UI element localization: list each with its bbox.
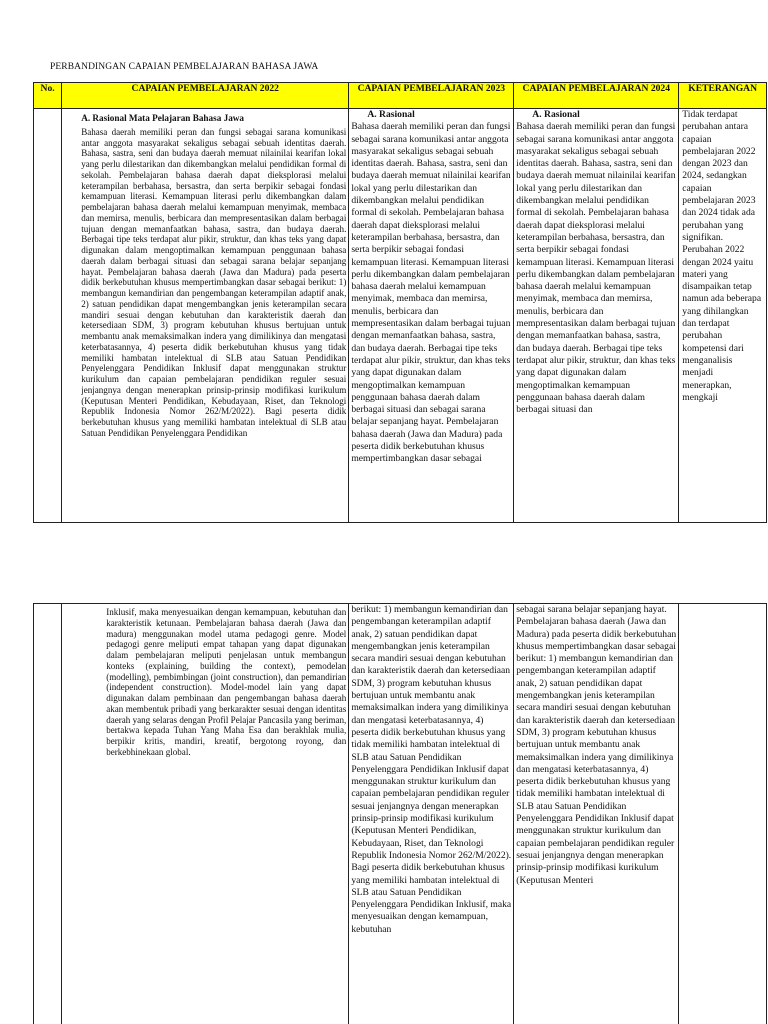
cp-2023-heading: A. Rasional xyxy=(367,109,415,120)
cell-no xyxy=(34,604,62,1024)
cell-keterangan xyxy=(679,109,767,523)
header-no: No. xyxy=(34,83,62,109)
cell-cp-2023 xyxy=(349,604,514,1024)
header-keterangan: KETERANGAN xyxy=(679,83,767,109)
document-title: PERBANDINGAN CAPAIAN PEMBELAJARAN BAHASA JAWA xyxy=(50,62,319,72)
comparison-table-page-2 xyxy=(33,603,767,1024)
table-row xyxy=(34,604,767,1024)
cp-2024-text: Bahasa daerah memiliki peran dan fungsi sebagai sarana komunikasi antar anggota masyarakat sekaligus sebagai sebuah identitas daerah. Bahasa, sastra, seni dan budaya daerah memuat nilainilai kearifan lokal yang perlu dilestarikan dan dikembangkan melalui pendidikan formal di sekolah. Pembelajaran bahasa daerah dapat dieksplorasi melalui keterampilan berbahasa, bersastra, dan serta berpikir sebagai fondasi kemampuan literasi. Kemampuan literasi perlu dikembangkan dalam pembelajaran bahasa daerah melalui kemampuan menyimak, membaca dan memirsa, menulis, berbicara dan mempresentasikan dalam berbagai tujuan dengan memanfaatkan bahasa, sastra, dan budaya daerah. Berbagai tipe teks terdapat alur pikir, struktur, dan khas teks yang dapat digunakan dalam mengoptimalkan kemampuan penggunaan bahasa daerah dalam berbagai situasi dan xyxy=(516,121,676,416)
table-row xyxy=(34,109,767,523)
comparison-table-page-1 xyxy=(33,82,767,523)
cell-cp-2024 xyxy=(514,604,679,1024)
cell-cp-2022 xyxy=(62,604,349,1024)
cp-2022-text-continued: Inklusif, maka menyesuaikan dengan kemampuan, kebutuhan dan karakteristik ketunaan. Pembelajaran bahasa daerah (Jawa dan madura) menggunakan model utama pedagogi genre. Model pedagogi genre meliputi empat tahapan yang dapat digunakan dalam pembelajaran meliputi penjelasan untuk membangun konteks (explaining, building the context), pemodelan (modelling), pembimbingan (joint construction), dan pemandirian (independent construction). Model-model lain yang dapat digunakan dalam pembinaan dan pengembangan bahasa daerah akan membentuk pribadi yang berkarakter sesuai dengan identitas daerah yang selaras dengan Profil Pelajar Pancasila yang beriman, bertakwa kepada Tuhan Yang Maha Esa dan berakhlak mulia, berpikir kritis, mandiri, kreatif, bergotong royong, dan berkebhinekaan global. xyxy=(106,607,347,757)
cell-keterangan xyxy=(679,604,767,1024)
cp-2022-text: Bahasa daerah memiliki peran dan fungsi sebagai sarana komunikasi antar anggota masyarakat sekaligus sebagai sebuah identitas daerah. Bahasa, sastra, seni dan budaya daerah memuat nilainilai kearifan lokal yang perlu dilestarikan dan dikembangkan melalui pendidikan formal di sekolah. Pembelajaran bahasa daerah dapat dieksplorasi melalui keterampilan berbahasa, bersastra, dan serta berpikir sebagai fondasi kemampuan literasi. Kemampuan literasi perlu dikembangkan dalam pembelajaran bahasa daerah melalui kemampuan menyimak, membaca dan memirsa, menulis, berbicara dan mempresentasikan dalam berbagai tujuan dengan memanfaatkan bahasa, sastra, dan budaya daerah. Berbagai tipe teks terdapat alur pikir, struktur, dan khas teks yang dapat digunakan dalam mengoptimalkan kemampuan penggunaan bahasa daerah dalam berbagai situasi dan sebagai sarana belajar sepanjang hayat. Pembelajaran bahasa daerah (Jawa dan Madura) pada peserta didik berkebutuhan khusus mempertimbangkan dasar sebagai berikut: 1) membangun kemandirian dan pengembangan keterampilan adaptif anak, 2) satuan pendidikan dapat mengembangkan jenis keterampilan secara mandiri sesuai dengan kebutuhan dan karakteristik daerah dan ketersediaan SDM, 3) program kebutuhan khusus bertujuan untuk membantu anak memaksimalkan indera yang dimilikinya dan mengatasi keterbatasannya, 4) peserta didik berkebutuhan khusus yang tidak memiliki hambatan intelektual di SLB atau Satuan Pendidikan Penyelenggara Pendidikan Inklusif dapat menggunakan struktur kurikulum dan capaian pembelajaran pendidikan reguler sesuai jenjangnya dengan menerapkan prinsip-prinsip modifikasi kurikulum (Keputusan Menteri Pendidikan, Kebudayaan, Riset, dan Teknologi Republik Indonesia Nomor 262/M/2022). Bagi peserta didik berkebutuhan khusus yang memiliki hambatan intelektual di SLB atau Satuan Pendidikan Penyelenggara Pendidikan xyxy=(81,126,347,438)
cp-2024-heading: A. Rasional xyxy=(532,109,580,120)
keterangan-text: Tidak terdapat perubahan antara capaian pembelajaran 2022 dengan 2023 dan 2024, sedangkan capaian pembelajaran 2023 dan 2024 tidak ada perubahan yang signifikan. Perubahan 2022 dengan 2024 yaitu materi yang disampaikan tetap namun ada beberapa yang dihilangkan dan terdapat perubahan kompetensi dari menganalisis menjadi menerapkan, mengkaji xyxy=(682,109,762,403)
cell-cp-2024 xyxy=(514,109,679,523)
header-cp-2024: CAPAIAN PEMBELAJARAN 2024 xyxy=(514,83,679,109)
cp-2023-text: Bahasa daerah memiliki peran dan fungsi sebagai sarana komunikasi antar anggota masyarakat sekaligus sebagai sebuah identitas daerah. Bahasa, sastra, seni dan budaya daerah memuat nilainilai kearifan lokal yang perlu dilestarikan dan dikembangkan melalui pendidikan formal di sekolah. Pembelajaran bahasa daerah dapat dieksplorasi melalui keterampilan berbahasa, bersastra, dan serta berpikir sebagai fondasi kemampuan literasi. Kemampuan literasi perlu dikembangkan dalam pembelajaran bahasa daerah melalui kemampuan menyimak, membaca dan memirsa, menulis, berbicara dan mempresentasikan dalam berbagai tujuan dengan memanfaatkan bahasa, sastra, dan budaya daerah. Berbagai tipe teks terdapat alur pikir, struktur, dan khas teks yang dapat digunakan dalam mengoptimalkan kemampuan penggunaan bahasa daerah dalam berbagai situasi dan sebagai sarana belajar sepanjang hayat. Pembelajaran bahasa daerah (Jawa dan Madura) pada peserta didik berkebutuhan khusus mempertimbangkan dasar sebagai xyxy=(351,121,511,465)
table-header-row xyxy=(34,83,767,109)
header-cp-2023: CAPAIAN PEMBELAJARAN 2023 xyxy=(349,83,514,109)
cp-2024-text-continued: sebagai sarana belajar sepanjang hayat. Pembelajaran bahasa daerah (Jawa dan Madura) pada peserta didik berkebutuhan khusus mempertimbangkan dasar sebagai berikut: 1) membangun kemandirian dan pengembangan keterampilan adaptif anak, 2) satuan pendidikan dapat mengembangkan jenis keterampilan secara mandiri sesuai dengan kebutuhan dan karakteristik daerah dan ketersediaan SDM, 3) program kebutuhan khusus bertujuan untuk membantu anak memaksimalkan indera yang dimilikinya dan mengatasi keterbatasannya, 4) peserta didik berkebutuhan khusus yang tidak memiliki hambatan intelektual di SLB atau Satuan Pendidikan Penyelenggara Pendidikan Inklusif dapat menggunakan struktur kurikulum dan capaian pembelajaran pendidikan reguler sesuai jenjangnya dengan menerapkan prinsip-prinsip modifikasi kurikulum (Keputusan Menteri xyxy=(516,604,677,886)
cell-cp-2022 xyxy=(62,109,349,523)
header-cp-2022: CAPAIAN PEMBELAJARAN 2022 xyxy=(62,83,349,109)
cp-2022-heading: A. Rasional Mata Pelajaran Bahasa Jawa xyxy=(81,113,245,123)
cell-no xyxy=(34,109,62,523)
cp-2023-text-continued: berikut: 1) membangun kemandirian dan pengembangan keterampilan adaptif anak, 2) satuan pendidikan dapat mengembangkan jenis keterampilan secara mandiri sesuai dengan kebutuhan dan karakteristik daerah dan ketersediaan SDM, 3) program kebutuhan khusus bertujuan untuk membantu anak memaksimalkan indera yang dimilikinya dan mengatasi keterbatasannya, 4) peserta didik berkebutuhan khusus yang tidak memiliki hambatan intelektual di SLB atau Satuan Pendidikan Penyelenggara Pendidikan Inklusif dapat menggunakan struktur kurikulum dan capaian pembelajaran pendidikan reguler sesuai jenjangnya dengan menerapkan prinsip-prinsip modifikasi kurikulum (Keputusan Menteri Pendidikan, Kebudayaan, Riset, dan Teknologi Republik Indonesia Nomor 262/M/2022). Bagi peserta didik berkebutuhan khusus yang memiliki hambatan intelektual di SLB atau Satuan Pendidikan Penyelenggara Pendidikan Inklusif, maka menyesuaikan dengan kemampuan, kebutuhan xyxy=(351,604,512,935)
cell-cp-2023 xyxy=(349,109,514,523)
